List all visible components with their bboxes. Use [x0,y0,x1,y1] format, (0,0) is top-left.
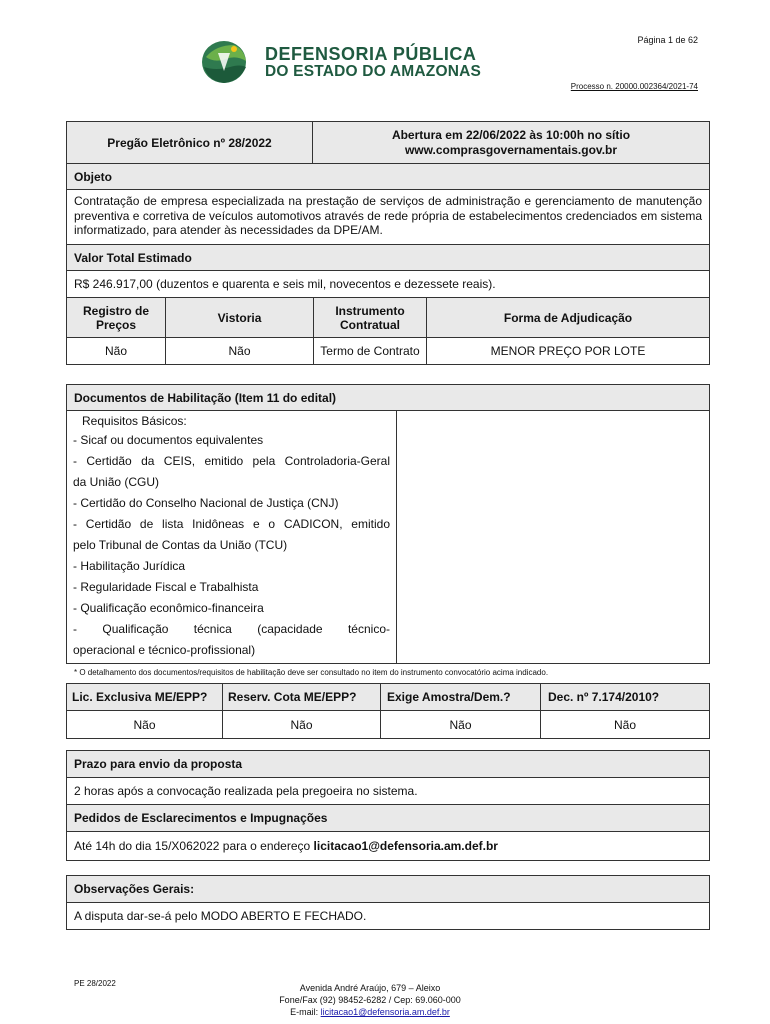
value-cota: Não [223,711,381,738]
summary-table [66,121,710,365]
list-item: operacional e técnico-profissional) [73,643,256,657]
pedidos-email: licitacao1@defensoria.am.def.br [313,839,498,853]
observacoes-table [66,875,710,930]
valor-label: Valor Total Estimado [74,250,192,265]
org-name-line1: DEFENSORIA PÚBLICA [265,44,477,64]
footer-email-prefix: E-mail: [290,1007,321,1017]
value-amostra: Não [381,711,541,738]
abertura-cell [313,122,709,163]
processo-number: Processo n. 20000.002364/2021-74 [570,82,698,91]
objeto-text: Contratação de empresa especializada na prestação de serviços de administração e gerenciamento de manutenção preventiva e corretiva de veículos automotivos através de rede própria de estabelecimentos credenciados em sistema informatizado, para atender às necessidades da DPE/AM. [74,194,702,237]
flags-table [66,683,710,739]
header-decreto: Dec. nº 7.174/2010? [548,690,660,704]
page-number: Página 1 de 62 [637,35,698,45]
list-item: Requisitos Básicos: [82,414,187,428]
footer-email-line [235,1006,505,1018]
pedidos-text [67,832,709,860]
footer-email-link[interactable]: licitacao1@defensoria.am.def.br [320,1007,450,1017]
header-vistoria: Vistoria [166,298,314,337]
habilitacao-table [66,384,710,664]
value-decreto: Não [613,717,636,732]
list-item: - Sicaf ou documentos equivalentes [73,433,264,447]
list-item: - Certidão de lista Inidôneas e o CADICON, emitido [73,517,390,531]
list-item: - Habilitação Jurídica [73,559,186,573]
value-registro: Não [67,338,166,364]
header-adjudicacao: Forma de Adjudicação [503,310,633,325]
list-item: - Certidão do Conselho Nacional de Justiça (CNJ) [73,496,339,510]
prazo-text: 2 horas após a convocação realizada pela pregoeira no sistema. [74,784,418,798]
prazo-label: Prazo para envio da proposta [74,757,243,771]
habilitacao-footnote: * O detalhamento dos documentos/requisitos de habilitação deve ser consultado no item do instrumento convocatório acima indicado. [74,668,549,677]
observacoes-label: Observações Gerais: [74,882,195,896]
valor-text: R$ 246.917,00 (duzentos e quarenta e seis mil, novecentos e dezessete reais). [74,277,496,291]
requisitos-list [67,411,397,663]
header-exclusiva: Lic. Exclusiva ME/EPP? [67,684,223,710]
value-vistoria: Não [166,338,314,364]
value-instrumento: Termo de Contrato [314,338,427,364]
org-name-line2: DO ESTADO DO AMAZONAS [265,63,482,80]
observacoes-text: A disputa dar-se-á pelo MODO ABERTO E FECHADO. [74,909,367,923]
value-exclusiva: Não [67,711,223,738]
list-item: da União (CGU) [73,475,160,489]
abertura-site: www.comprasgovernamentais.gov.br [404,142,618,157]
abertura-line1: Abertura em 22/06/2022 às 10:00h no sítio [391,127,631,142]
list-item: - Qualificação técnica (capacidade técnico- [73,622,390,636]
footer-address: Avenida André Araújo, 679 – Aleixo [299,983,441,993]
header-cota: Reserv. Cota ME/EPP? [223,684,381,710]
requisitos-empty-cell [397,411,709,663]
objeto-label: Objeto [74,169,112,184]
list-item: pelo Tribunal de Contas da União (TCU) [73,538,288,552]
value-adjudicacao: MENOR PREÇO POR LOTE [490,344,646,358]
list-item: - Certidão da CEIS, emitido pela Controladoria-Geral [73,454,390,468]
list-item: - Regularidade Fiscal e Trabalhista [73,580,259,594]
footer-address-block [235,982,505,1018]
footer-phone: Fone/Fax (92) 98452-6282 / Cep: 69.060-000 [279,995,461,1005]
prazo-table [66,750,710,861]
header-instrumento: Instrumento Contratual [314,298,427,337]
defensoria-logo-icon [196,37,256,85]
pregao-title: Pregão Eletrônico nº 28/2022 [67,122,313,163]
footer-code: PE 28/2022 [74,979,116,988]
header-amostra: Exige Amostra/Dem.? [381,684,541,710]
header-registro: Registro de Preços [67,298,166,337]
pedidos-label: Pedidos de Esclarecimentos e Impugnações [74,811,328,825]
list-item: - Qualificação econômico-financeira [73,601,264,615]
habilitacao-title: Documentos de Habilitação (Item 11 do edital) [74,390,337,405]
pedidos-prefix: Até 14h do dia 15/X062022 para o endereço [74,839,314,853]
